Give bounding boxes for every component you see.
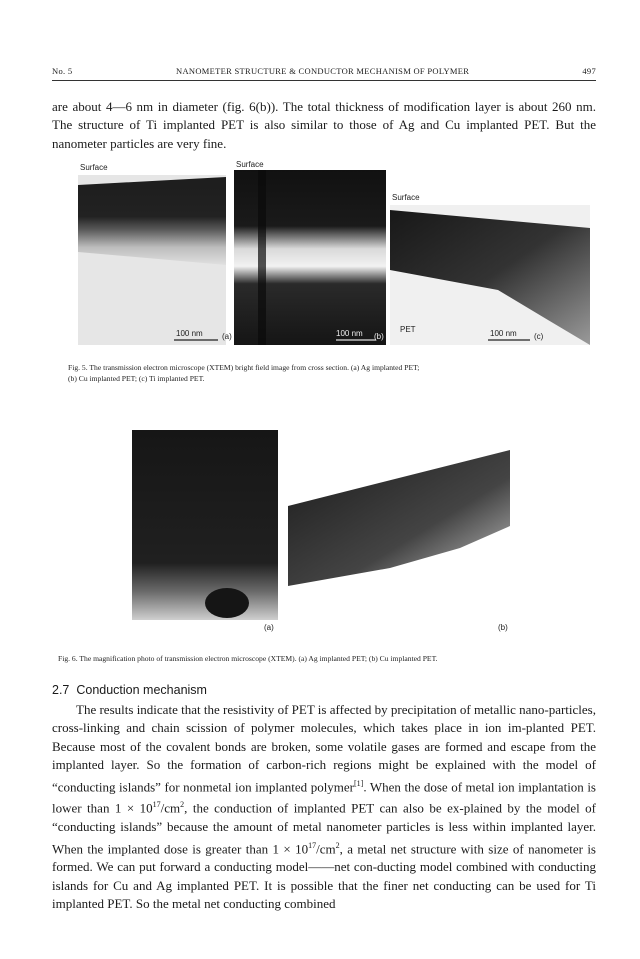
section-heading [52,683,207,697]
section-title: Conduction mechanism [76,683,207,697]
panel-a-dark-layer [78,177,226,265]
figure-5 [78,160,590,348]
figure-6 [130,408,520,638]
panel-6b-label: (b) [498,623,508,632]
figure-6-micrographs [130,408,520,638]
surface-label-b: Surface [236,160,264,169]
figure-5-caption [68,362,593,384]
figure-5-caption-line2: (b) Cu implanted PET; (c) Ti implanted PET. [68,374,205,383]
panel-6a-label: (a) [264,623,274,632]
page-number: 497 [582,66,596,76]
scale-label-b: 100 nm [336,329,363,338]
section-number: 2.7 [52,683,70,697]
body-text-5: /cm [316,840,336,856]
body-text-6: , a metal net structure with size of nanometer is formed. We can put forward a conducting model——net con-ducting model combined with conducting islands for Cu and Ag implanted PET. It is possible that the finer net conducting can be used for Ti implanted PET. So the metal net conducting combined [52,840,596,912]
running-title: NANOMETER STRUCTURE & CONDUCTOR MECHANISM OF POLYMER [176,66,470,76]
panel-a-label: (a) [222,332,232,341]
body-text-4: , the conduction of implanted PET can also be ex-plained by the model of “conducting islands” because the amount of metal nanometer particles is less within implanted layer. When the implanted dose is greater than 1 × 10 [52,800,596,856]
square-2: 2 [335,840,340,850]
body-text-1: The results indicate that the resistivity of PET is affected by precipitation of metallic nano-particles, cross-linking and chain scission of polymer molecules, which takes place in ion im-planted PET. Because most of the covalent bonds are broken, some volatile gases are formed and escape from the implanted layer. So the formation of carbon-rich regions might be explained with the model of “conducting islands” for nonmetal ion implanted polymer [52,702,596,794]
scale-label-a: 100 nm [176,329,203,338]
exponent-1: 17 [152,800,161,810]
body-text-3: /cm [160,800,181,816]
issue-number: No. 5 [52,66,73,76]
figure-5-caption-line1: Fig. 5. The transmission electron microscope (XTEM) bright field image from cross section. (a) Ag implanted PET; [68,363,420,372]
panel-6a-image [132,430,278,620]
figure-6-caption: Fig. 6. The magnification photo of transmission electron microscope (XTEM). (a) Ag implanted PET; (b) Cu implanted PET. [58,654,438,663]
citation-ref: [1] [354,778,364,788]
pet-label: PET [400,325,416,334]
square-1: 2 [180,800,185,810]
body-paragraph [52,701,596,913]
header-rule [52,80,596,81]
panel-b-label: (b) [374,332,384,341]
panel-6b-dark-layer [288,450,510,586]
panel-b-streak [258,170,266,345]
surface-label-c: Surface [392,193,420,202]
intro-paragraph: are about 4—6 nm in diameter (fig. 6(b)). The total thickness of modification layer is about 260 nm. The structure of Ti implanted PET is also similar to those of Ag and Cu implanted PET. But the nanometer particles are very fine. [52,99,596,151]
surface-label-a: Surface [80,163,108,172]
panel-c-label: (c) [534,332,544,341]
panel-b-image [234,170,386,345]
scale-label-c: 100 nm [490,329,517,338]
exponent-2: 17 [308,840,317,850]
figure-5-micrographs [78,160,590,348]
body-text-2: . When the dose of metal ion implantation is lower than 1 × 10 [52,778,596,816]
panel-6a-particle [205,588,249,618]
